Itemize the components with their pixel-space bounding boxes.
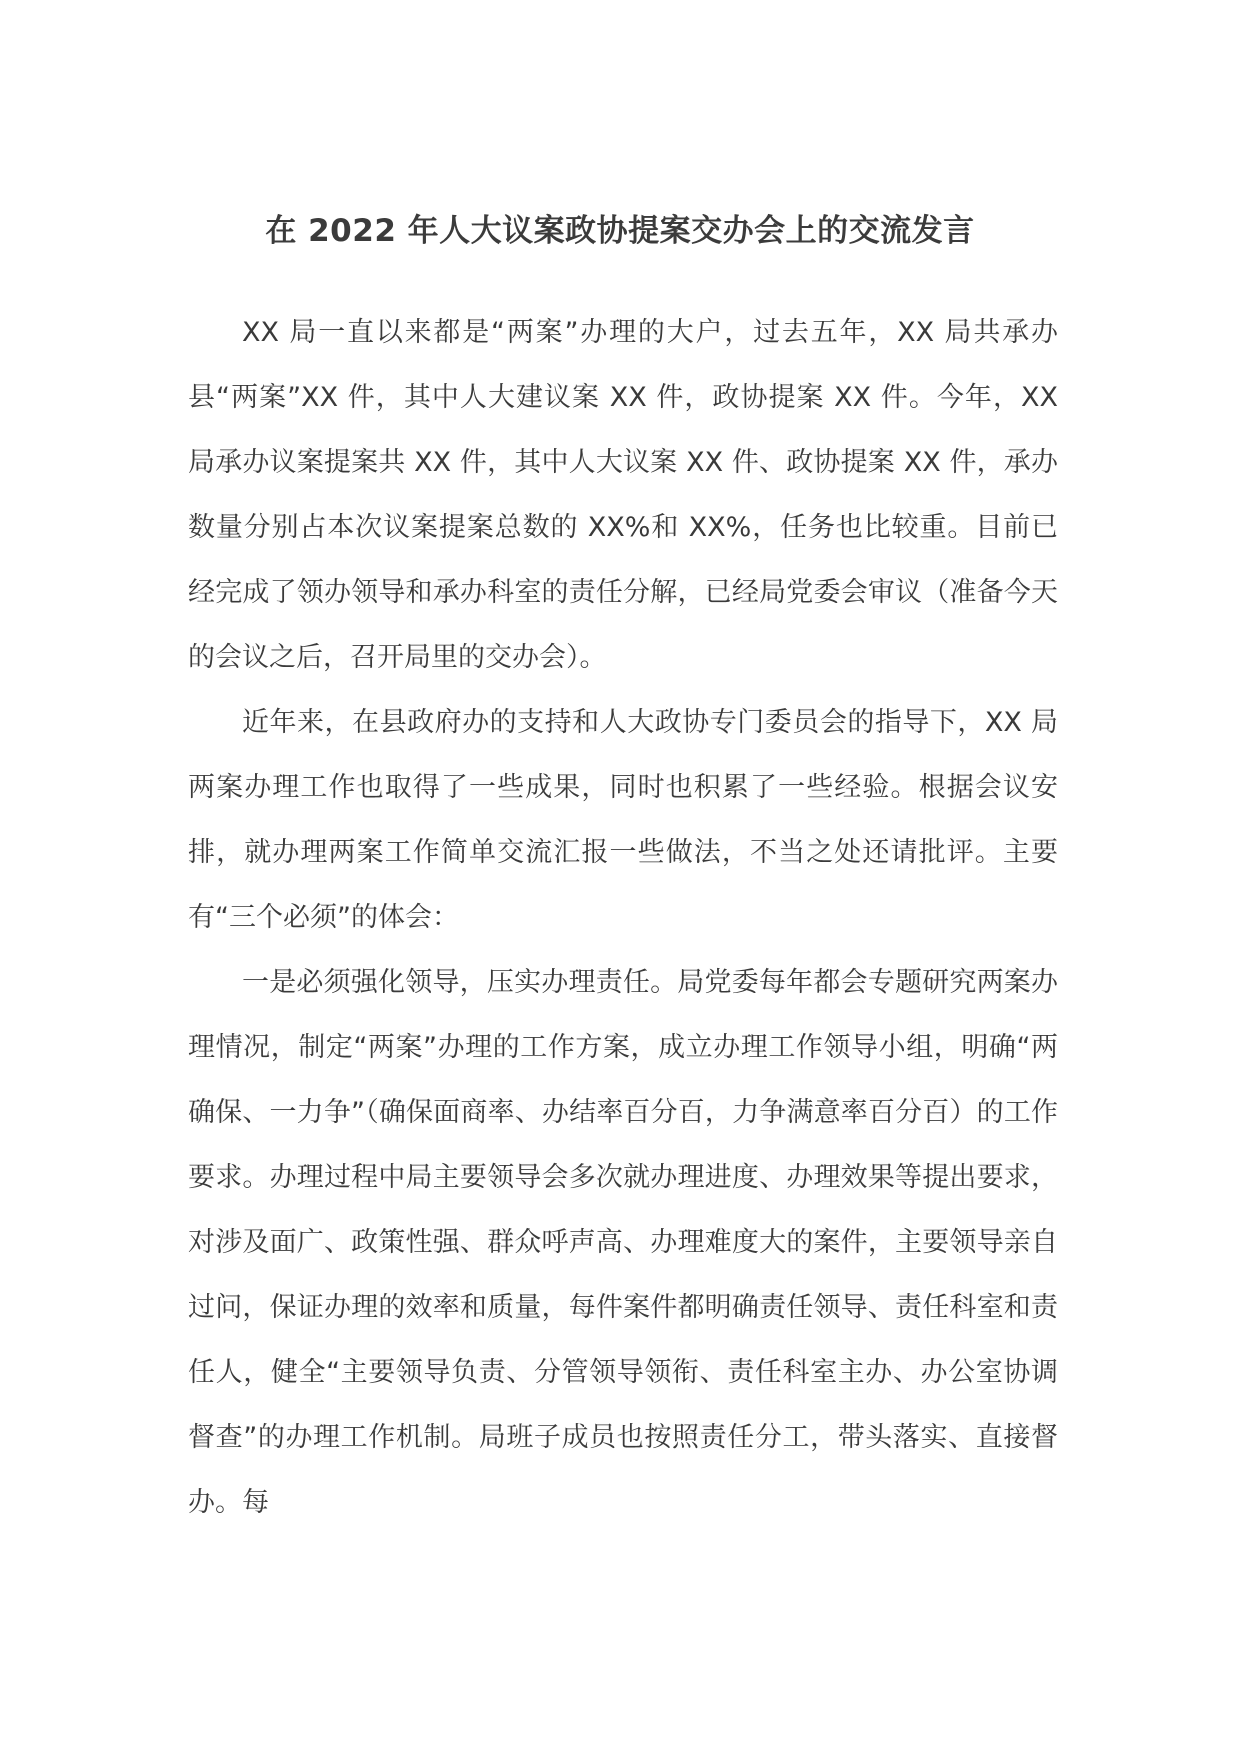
paragraph: XX 局一直以来都是“两案”办理的大户，过去五年，XX 局共承办县“两案”XX 件，其中人大建议案 XX 件，政协提案 XX 件。今年，XX 局承办议案提案共 XX 件，其中人大议案 XX 件、政协提案 XX 件，承办数量分别占本次议案提案总数的 XX%和 XX%，任务也比较重。目前已经完成了领办领导和承办科室的责任分解，已经局党委会审议（准备今天的会议之后，召开局里的交办会）。 [188, 317, 1058, 673]
paragraph: 一是必须强化领导，压实办理责任。局党委每年都会专题研究两案办理情况，制定“两案”办理的工作方案，成立办理工作领导小组，明确“两确保、一力争”（确保面商率、办结率百分百，力争满意率百分百）的工作要求。办理过程中局主要领导会多次就办理进度、办理效果等提出要求，对涉及面广、政策性强、群众呼声高、办理难度大的案件，主要领导亲自过问，保证办理的效率和质量，每件案件都明确责任领导、责任科室和责任人，健全“主要领导负责、分管领导领衔、责任科室主办、办公室协调督查”的办理工作机制。局班子成员也按照责任分工，带头落实、直接督办。每 [188, 967, 1058, 1518]
document-title: 在 2022 年人大议案政协提案交办会上的交流发言 [265, 213, 975, 249]
document-body [188, 300, 1058, 1535]
paragraph: 近年来，在县政府办的支持和人大政协专门委员会的指导下，XX 局两案办理工作也取得了一些成果，同时也积累了一些经验。根据会议安排，就办理两案工作简单交流汇报一些做法，不当之处还请批评。主要有“三个必须”的体会： [188, 707, 1058, 933]
